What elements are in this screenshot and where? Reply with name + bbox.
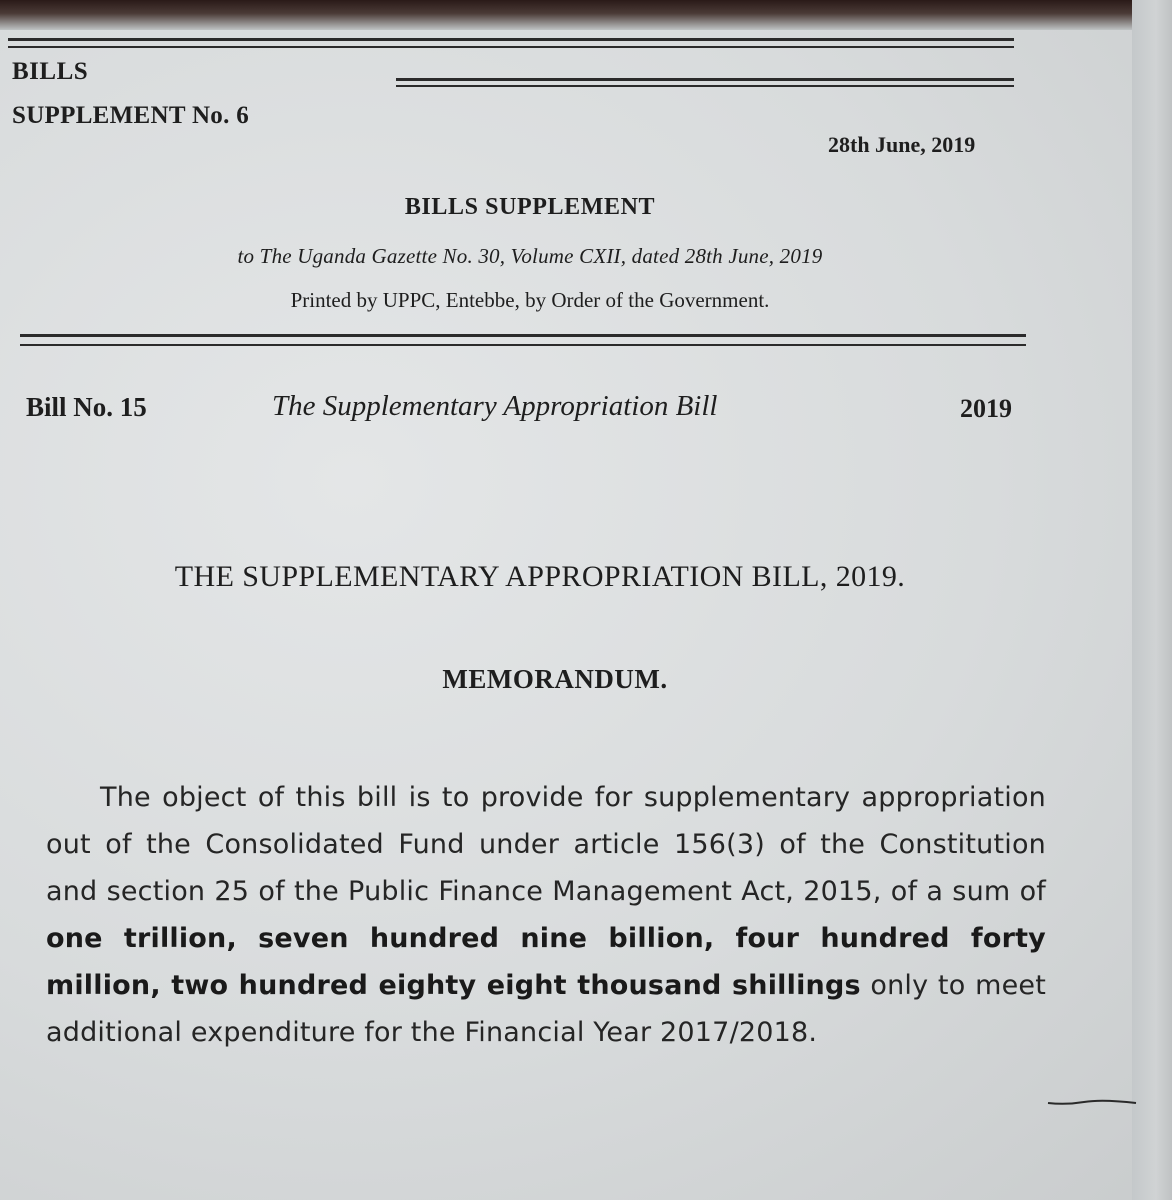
- memorandum-body: [46, 774, 1046, 1056]
- divider-rule-upper: [20, 334, 1026, 337]
- memorandum-heading: MEMORANDUM.: [442, 664, 668, 694]
- supplement-number: SUPPLEMENT No. 6: [12, 102, 250, 129]
- memorandum-text-part1: The object of this bill is to provide for supplementary appropriation out of the Consolidated Fund under article 156(3) of the Constitution and section 25 of the Public Finance Management Act, 2015, of a sum of: [46, 782, 1046, 907]
- bill-year: 2019: [960, 394, 1012, 423]
- printer-line: Printed by UPPC, Entebbe, by Order of the Government.: [290, 288, 770, 312]
- bills-label: BILLS: [12, 58, 89, 85]
- gazette-reference: to The Uganda Gazette No. 30, Volume CXII, dated 28th June, 2019: [237, 244, 823, 268]
- memorandum-amount: one trillion, seven hundred nine billion, four hundred forty million, two hundred eighty eight thousand shillings: [46, 923, 1046, 1001]
- bills-supplement-title: BILLS SUPPLEMENT: [404, 194, 656, 220]
- bill-number: Bill No. 15: [26, 392, 147, 422]
- header-right-rule-lower: [396, 85, 1014, 87]
- document-page: [0, 22, 1136, 1200]
- supplement-date: 28th June, 2019: [828, 132, 976, 157]
- bill-title: The Supplementary Appropriation Bill: [272, 390, 718, 422]
- memorandum-text-part2: only to meet additional expenditure for the Financial Year 2017/2018.: [46, 970, 1046, 1048]
- top-rule-lower: [8, 46, 1014, 48]
- header-right-rule-upper: [396, 78, 1014, 81]
- divider-rule-lower: [20, 344, 1026, 346]
- pen-mark: [1046, 1098, 1138, 1108]
- bill-main-title: THE SUPPLEMENTARY APPROPRIATION BILL, 2019.: [174, 560, 906, 593]
- page-right-edge: [1132, 0, 1172, 1200]
- top-rule-upper: [8, 38, 1014, 41]
